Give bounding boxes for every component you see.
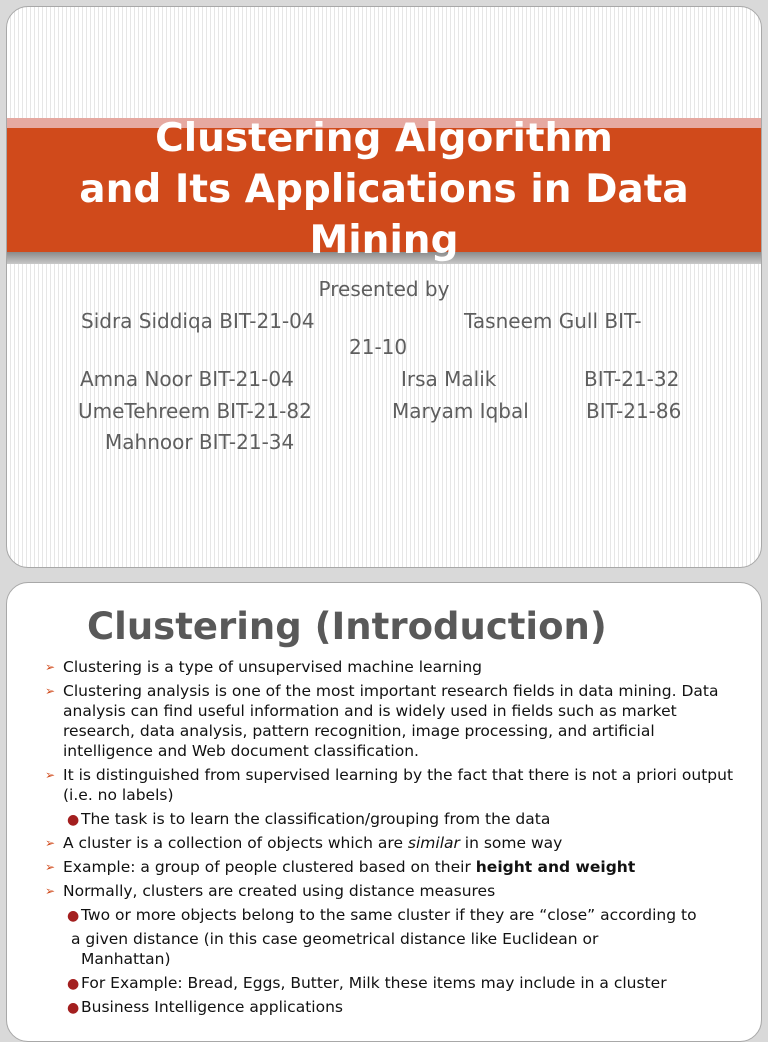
title-line-2: and Its Applications in Data: [79, 167, 689, 212]
presenter-irsa-id: BIT-21-32: [584, 367, 680, 391]
bullet-text-tail: in some way: [459, 834, 563, 852]
bullet-list: [7, 657, 761, 1021]
arrow-bullet-icon: ➢: [45, 768, 56, 782]
sub-bullet-item: [7, 973, 761, 993]
bullet-text: Normally, clusters are created using distance measures: [63, 882, 496, 900]
presenter-sidra: Sidra Siddiqa BIT-21-04: [81, 309, 315, 333]
presenter-tasneem-id-cont: 21-10: [349, 335, 408, 359]
bullet-item: [7, 857, 761, 877]
slide-title: [7, 113, 761, 266]
sub-bullet-text: For Example: Bread, Eggs, Butter, Milk these items may include in a cluster: [81, 974, 667, 992]
bullet-item: [7, 681, 761, 761]
presenter-amna: Amna Noor BIT-21-04: [80, 367, 294, 391]
presenter-tasneem: Tasneem Gull BIT-: [464, 309, 642, 333]
sub-bullet-continuation: a given distance (in this case geometrical distance like Euclidean or: [71, 930, 599, 948]
sub-bullet-item: [7, 905, 761, 925]
bullet-text: Example: a group of people clustered based on their: [63, 858, 476, 876]
title-line-3: Mining: [309, 218, 459, 263]
title-line-1: Clustering Algorithm: [155, 116, 613, 161]
dot-bullet-icon: ●: [67, 1000, 80, 1016]
arrow-bullet-icon: ➢: [45, 884, 56, 898]
bullet-text: A cluster is a collection of objects which are: [63, 834, 408, 852]
arrow-bullet-icon: ➢: [45, 836, 56, 850]
slide-heading: Clustering (Introduction): [87, 605, 607, 648]
bullet-item: [7, 765, 761, 805]
sub-bullet-text: Two or more objects belong to the same cluster if they are “close” according to: [81, 906, 697, 924]
arrow-bullet-icon: ➢: [45, 660, 56, 674]
sub-bullet-item: [7, 809, 761, 829]
dot-bullet-icon: ●: [67, 976, 80, 992]
arrow-bullet-icon: ➢: [45, 684, 56, 698]
bullet-text: Clustering is a type of unsupervised machine learning: [63, 658, 482, 676]
presenter-irsa: Irsa Malik: [401, 367, 497, 391]
sub-bullet-text: Business Intelligence applications: [81, 998, 343, 1016]
bullet-item: [7, 833, 761, 853]
sub-bullet-text: The task is to learn the classification/grouping from the data: [81, 810, 551, 828]
intro-slide: [6, 582, 762, 1042]
presenter-maryam: Maryam Iqbal: [392, 399, 529, 423]
dot-bullet-icon: ●: [67, 812, 80, 828]
bullet-emphasis: similar: [407, 834, 460, 852]
sub-bullet-continuation: Manhattan): [81, 950, 171, 968]
bullet-item: [7, 881, 761, 901]
bullet-text: Clustering analysis is one of the most important research fields in data mining. Data analysis can find useful information and is widely used in fields such as market research, data analysis, pattern recognition, image processing, and artificial intelligence and Web document classification.: [63, 682, 719, 760]
title-slide: [6, 6, 762, 568]
presenter-umetehreem: UmeTehreem BIT-21-82: [78, 399, 312, 423]
dot-bullet-icon: ●: [67, 908, 80, 924]
bullet-text: It is distinguished from supervised learning by the fact that there is not a priori output (i.e. no labels): [63, 766, 734, 804]
presented-by-label: Presented by: [318, 277, 450, 301]
sub-bullet-item: [7, 997, 761, 1017]
bullet-bold: height and weight: [475, 858, 636, 876]
bullet-item: [7, 657, 761, 677]
presenter-maryam-id: BIT-21-86: [586, 399, 682, 423]
presenter-mahnoor: Mahnoor BIT-21-34: [105, 430, 295, 454]
arrow-bullet-icon: ➢: [45, 860, 56, 874]
